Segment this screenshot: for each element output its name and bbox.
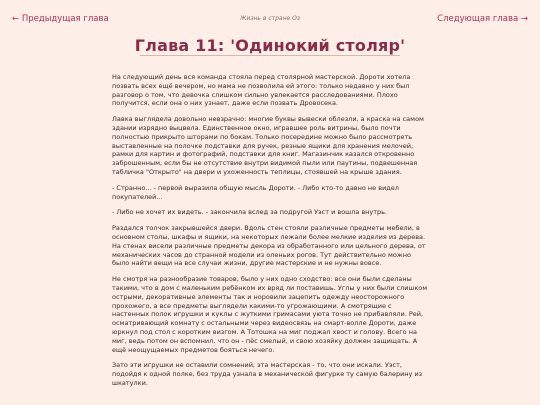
previous-chapter-link[interactable]: ← Предыдущая глава	[12, 14, 109, 24]
paragraph: - Либо не хочет их видеть. - закончила вслед за подругой Уэст и вошла внутрь.	[112, 208, 388, 217]
paragraph: - Странно... - первой выразила общую мысль Дороти. - Либо кто-то давно не видел покупателей...	[112, 183, 399, 201]
paragraph: На следующий день вся команда стояла перед столярной мастерской. Дороти хотела позвать всех ещё вечером, но мама не позволила ей этого: только недавно у них был разговор о том, что девочка слишком сильно увлекается расследованиями. Плохо получится, если она о них узнает, даже если позвать Дровосека.	[112, 73, 411, 108]
next-chapter-link[interactable]: Следующая глава →	[437, 14, 528, 24]
chapter-navigation	[0, 14, 540, 30]
paragraph: Зато эти игрушки не оставили сомнений, эта мастерская - то, что они искали. Уэст, подойдя к одной полке, без труда узнала в механической фигурке ту самую балерину из шкатулки.	[112, 361, 423, 387]
paragraph: Не смотря на разнообразие товаров, было у них одно сходство: все они были сделаны такими, что в дом с маленьким ребёнком их вряд ли поставишь. Углы у них были слишком острыми, декоративные элементы так и норовили зацепить одежду неосторожного прохожего, а все предметы выглядели какими-то угрожающими. А смотрящие с настенных полок игрушки и куклы с жуткими гримасами уюта точно не прибавляли. Рей, осматривающий комнату с остальными через видеосвязь на смарт-волле Дороти, даже юркнул под стол с коротким визгом. А Тотошка на миг поджал хвост и голову. Всего на миг, ведь потом он вспомнил, что он - пёс смелый, и свою хозяйку должен защищать. А ещё неощущаемых предметов бояться нечего.	[112, 275, 428, 354]
paragraph: Раздался толчок закрывшейся двери. Вдоль стен стояли различные предметы мебели, в основном столы, шкафы и ящики, на некоторых лежали более мелкие изделия из дерева. На стенах висели различные предметы декора из обработанного или цельного дерева, от механических часов до странной модели из оленьих рогов. Тут действительно можно было найти вещи на все случаи жизни, другие мастерские и не нужны вовсе.	[112, 224, 426, 268]
chapter-title: Глава 11: 'Одинокий столяр'	[134, 35, 406, 55]
chapter-content	[112, 73, 430, 395]
book-title[interactable]: Жизнь в стране Оз	[239, 15, 301, 22]
paragraph: Лавка выглядела довольно невзрачно: многие буквы вывески облезли, а краска на самом здании изрядно выцвела. Единственное окно, игравшее роль витрины, было почти полностью прикрыто шторами по бокам. Только посередине можно было рассмотреть выставленные на полочке подставки для ручек, резные ящики для хранения мелочей, рамки для картин и фотографий, подставки для книг. Магазинчик казался откровенно заброшенным, если бы не отсутствие внутри видимой пыли или паутины, подвешенная табличка "Открыто" на двери и ухоженность теплицы, стоявшей на крыше здания.	[112, 115, 424, 176]
title-divider	[140, 55, 400, 56]
